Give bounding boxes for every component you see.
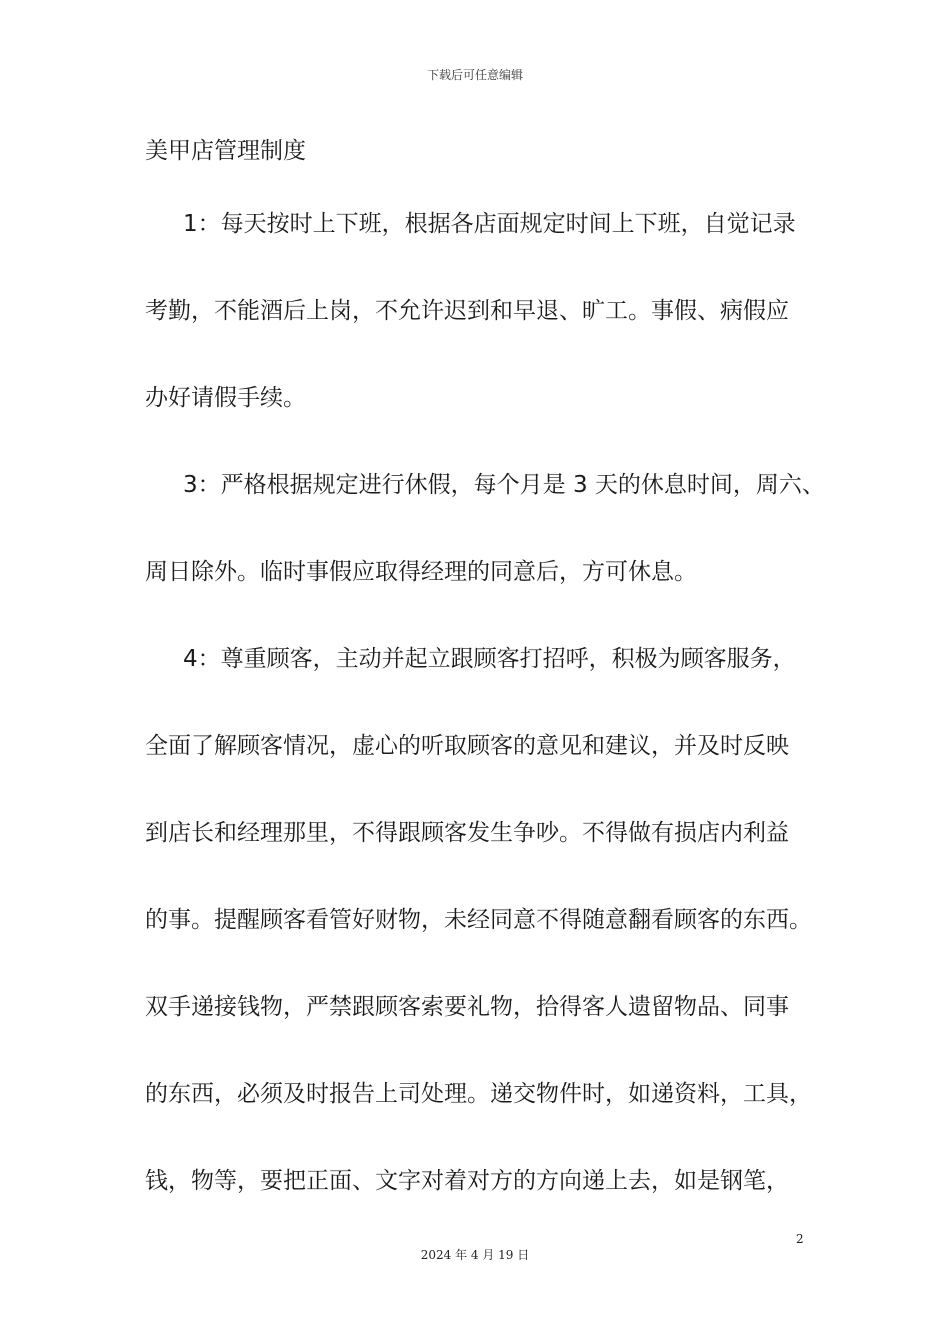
paragraph-line: 到店长和经理那里，不得跟顾客发生争吵。不得做有损店内利益 [145,820,789,846]
paragraph-line: 周日除外。临时事假应取得经理的同意后，方可休息。 [145,559,697,585]
paragraph-line: 1：每天按时上下班，根据各店面规定时间上下班，自觉记录 [183,211,796,237]
paragraph-line: 双手递接钱物，严禁跟顾客索要礼物，拾得客人遗留物品、同事 [145,994,789,1020]
document-body [145,195,825,1239]
paragraph-line: 3：严格根据规定进行休假，每个月是 3 天的休息时间，周六、 [183,472,825,498]
paragraph-line: 办好请假手续。 [145,385,306,411]
header-note: 下载后可任意编辑 [426,68,523,82]
paragraph-line: 的事。提醒顾客看管好财物，未经同意不得随意翻看顾客的东西。 [145,907,812,933]
document-title: 美甲店管理制度 [145,138,306,164]
paragraph-line: 钱，物等，要把正面、文字对着对方的方向递上去，如是钢笔， [145,1168,789,1194]
footer-date: 2024 年 4 月 19 日 [420,1248,530,1262]
paragraph-line: 考勤，不能酒后上岗，不允许迟到和早退、旷工。事假、病假应 [145,298,789,324]
paragraph-line: 4：尊重顾客，主动并起立跟顾客打招呼，积极为顾客服务， [183,646,796,672]
paragraph-line: 全面了解顾客情况，虚心的听取顾客的意见和建议，并及时反映 [145,733,789,759]
paragraph-line: 的东西，必须及时报告上司处理。递交物件时，如递资料，工具， [145,1081,812,1107]
page-number: 2 [796,1232,804,1246]
